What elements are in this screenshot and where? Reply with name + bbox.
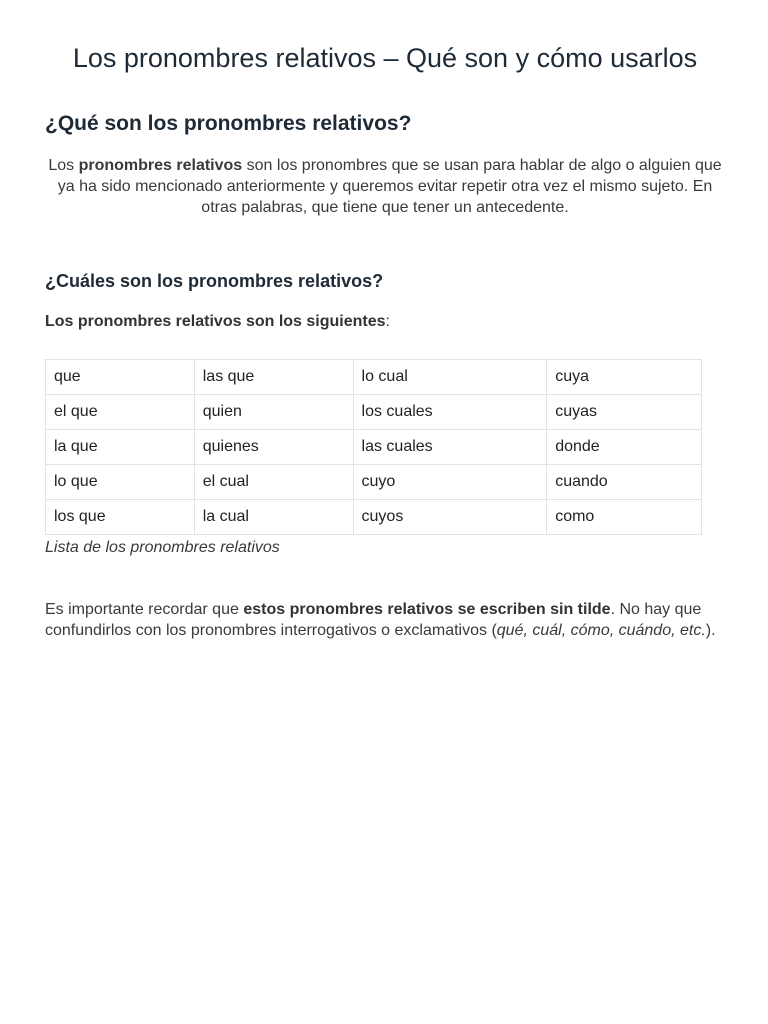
table-cell: lo cual — [353, 360, 547, 395]
table-cell: quienes — [194, 430, 353, 465]
table-cell: cuyo — [353, 465, 547, 500]
table-cell: los que — [46, 500, 195, 535]
page-title: Los pronombres relativos – Qué son y cómo usarlos — [72, 43, 698, 73]
table-cell: la que — [46, 430, 195, 465]
table-cell: como — [547, 500, 702, 535]
table-row — [46, 430, 702, 465]
list-intro-colon: : — [385, 313, 390, 330]
intro-text-before: Los — [48, 157, 79, 174]
table-row — [46, 395, 702, 430]
table-cell: lo que — [46, 465, 195, 500]
table-row — [46, 360, 702, 395]
table-cell: las cuales — [353, 430, 547, 465]
table-cell: cuyas — [547, 395, 702, 430]
table-cell: que — [46, 360, 195, 395]
note-text-italic: qué, cuál, cómo, cuándo, etc. — [496, 622, 706, 639]
list-intro-bold: Los pronombres relativos son los siguientes — [45, 313, 386, 330]
table-cell: el que — [46, 395, 195, 430]
intro-text-bold: pronombres relativos — [78, 157, 243, 174]
section-heading-que-son: ¿Qué son los pronombres relativos? — [45, 112, 412, 135]
table-cell: donde — [547, 430, 702, 465]
intro-paragraph — [45, 155, 725, 218]
table-cell: la cual — [194, 500, 353, 535]
table-cell: el cual — [194, 465, 353, 500]
table-cell: cuyos — [353, 500, 547, 535]
pronouns-table — [45, 359, 702, 535]
table-row — [46, 500, 702, 535]
table-cell: quien — [194, 395, 353, 430]
table-row — [46, 465, 702, 500]
intro-text-after: son los pronombres que se usan para hablar de algo o alguien que ya ha sido mencionado anteriormente y queremos evitar repetir otra vez el mismo sujeto. En otras palabras, que tiene que tener un antecedente. — [57, 157, 722, 216]
note-text-middle: . No hay que confundirlos con los pronombres interrogativos o exclamativos ( — [45, 601, 702, 639]
note-paragraph — [45, 599, 725, 641]
table-cell: cuya — [547, 360, 702, 395]
section-heading-cuales-son: ¿Cuáles son los pronombres relativos? — [45, 271, 384, 291]
table-caption: Lista de los pronombres relativos — [45, 539, 280, 556]
note-text-bold: estos pronombres relativos se escriben sin tilde — [243, 601, 611, 618]
note-text-after: ). — [705, 622, 716, 639]
table-cell: cuando — [547, 465, 702, 500]
table-cell: las que — [194, 360, 353, 395]
table-cell: los cuales — [353, 395, 547, 430]
note-text-before: Es importante recordar que — [45, 601, 244, 618]
list-intro — [45, 311, 390, 332]
